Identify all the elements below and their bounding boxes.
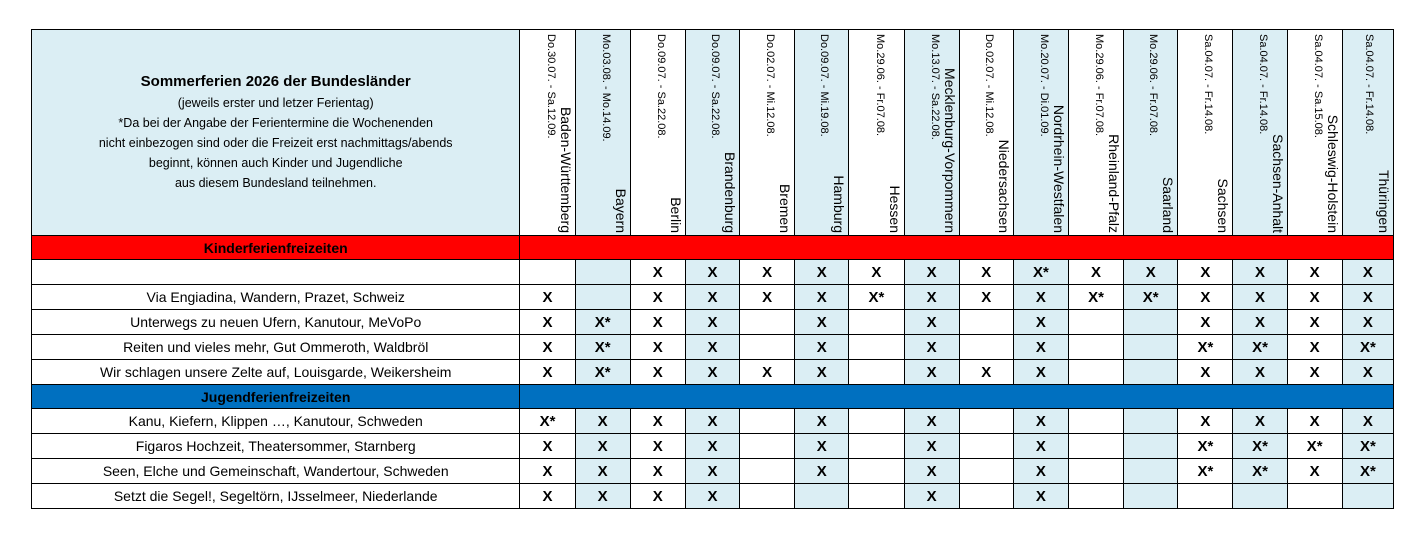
availability-mark: X [575, 484, 630, 509]
availability-mark: X [630, 260, 685, 285]
state-header-label [1233, 32, 1287, 235]
availability-mark: X [630, 310, 685, 335]
state-dates: Mo.29.06. - Fr.07.08. [873, 34, 886, 137]
availability-mark [849, 459, 904, 484]
state-header-label [905, 32, 959, 235]
note-line: *Da bei der Angabe der Ferientermine die Wochenenden [118, 116, 433, 130]
availability-mark: X [630, 434, 685, 459]
availability-mark [959, 335, 1013, 360]
availability-mark: X [520, 459, 575, 484]
availability-mark: X [904, 484, 959, 509]
state-dates: Do.09.07. - Sa.22.08. [654, 34, 667, 139]
availability-mark: X [520, 285, 575, 310]
availability-mark [849, 409, 904, 434]
availability-mark: X [904, 459, 959, 484]
state-header-label [794, 32, 848, 235]
availability-mark: X [685, 459, 739, 484]
table-row [32, 310, 1394, 335]
availability-mark: X [685, 484, 739, 509]
state-name: Sachsen-Anhalt [1269, 134, 1286, 233]
state-header [849, 30, 904, 236]
availability-mark [1068, 360, 1123, 385]
state-header [575, 30, 630, 236]
availability-mark: X [1342, 310, 1393, 335]
state-header [1342, 30, 1393, 236]
availability-mark: X* [849, 285, 904, 310]
table-row [32, 285, 1394, 310]
availability-mark: X [904, 335, 959, 360]
state-name: Bayern [612, 188, 629, 233]
availability-mark: X [630, 459, 685, 484]
availability-mark: X [795, 434, 849, 459]
availability-mark [849, 310, 904, 335]
availability-mark [849, 484, 904, 509]
state-header [904, 30, 959, 236]
availability-mark: X [1013, 310, 1068, 335]
availability-mark: X* [1178, 335, 1233, 360]
availability-mark [740, 434, 795, 459]
availability-mark: X* [575, 335, 630, 360]
state-name: Hessen [886, 185, 903, 233]
availability-mark: X [904, 310, 959, 335]
availability-mark: X [1287, 360, 1342, 385]
availability-mark: X [1178, 260, 1233, 285]
availability-mark [740, 484, 795, 509]
availability-mark [1068, 484, 1123, 509]
state-dates: Sa.04.07. - Fr.14.08. [1363, 34, 1375, 135]
state-header [959, 30, 1013, 236]
availability-mark: X [795, 459, 849, 484]
availability-mark: X [630, 285, 685, 310]
state-header-label [1069, 32, 1123, 235]
availability-mark: X [630, 360, 685, 385]
availability-mark [1068, 310, 1123, 335]
trip-label: Setzt die Segel!, Segeltörn, IJsselmeer, Niederlande [32, 484, 520, 509]
trip-label: Reiten und vieles mehr, Gut Ommeroth, Waldbröl [32, 335, 520, 360]
availability-mark: X [1178, 310, 1233, 335]
availability-mark [1178, 484, 1233, 509]
availability-mark: X [520, 360, 575, 385]
subtitle-line: (jeweils erster und letzer Ferientag) [177, 96, 374, 110]
note-line: nicht einbezogen sind oder die Freizeit erst nachmittags/abends [98, 136, 453, 150]
availability-mark [740, 335, 795, 360]
availability-mark: X [685, 260, 739, 285]
state-name: Berlin [667, 197, 684, 233]
availability-mark: X [630, 409, 685, 434]
section-band [520, 385, 1394, 409]
availability-mark [740, 459, 795, 484]
availability-mark: X [685, 310, 739, 335]
availability-mark: X [740, 360, 795, 385]
availability-mark: X [1287, 335, 1342, 360]
availability-mark: X [1287, 285, 1342, 310]
availability-mark [575, 285, 630, 310]
availability-mark [849, 360, 904, 385]
state-dates: Do.30.07. - Sa.12.09. [544, 34, 557, 139]
availability-mark [959, 484, 1013, 509]
availability-mark [1124, 459, 1178, 484]
availability-mark: X [1342, 360, 1393, 385]
availability-mark: X [849, 260, 904, 285]
availability-mark [1068, 434, 1123, 459]
availability-mark: X* [1233, 459, 1287, 484]
availability-mark [849, 434, 904, 459]
availability-mark: X* [1178, 459, 1233, 484]
availability-mark: X [685, 285, 739, 310]
state-dates: Sa.04.07. - Fr.14.08. [1256, 34, 1269, 135]
availability-mark [520, 260, 575, 285]
availability-mark [959, 409, 1013, 434]
section-band [520, 236, 1394, 260]
state-header [1013, 30, 1068, 236]
table-row [32, 409, 1394, 434]
trip-label: Kanu, Kiefern, Klippen …, Kanutour, Schweden [32, 409, 520, 434]
state-dates: Mo.13.07. - Sa.22.08. [928, 34, 941, 140]
availability-mark: X [575, 459, 630, 484]
availability-mark: X [795, 360, 849, 385]
availability-mark: X [1287, 310, 1342, 335]
availability-mark [1287, 484, 1342, 509]
availability-mark: X [1342, 409, 1393, 434]
availability-mark: X* [1068, 285, 1123, 310]
availability-mark: X [1013, 484, 1068, 509]
availability-mark: X* [1178, 434, 1233, 459]
availability-mark: X* [520, 409, 575, 434]
availability-mark: X [1013, 360, 1068, 385]
section-row [32, 385, 1394, 409]
availability-mark [959, 310, 1013, 335]
table-row [32, 335, 1394, 360]
trip-label: Via Engiadina, Wandern, Prazet, Schweiz [32, 285, 520, 310]
availability-mark [1342, 484, 1393, 509]
availability-mark [1233, 484, 1287, 509]
state-name: Rheinland-Pfalz [1106, 134, 1123, 233]
state-dates: Do.02.07. - Mi.12.08. [764, 34, 777, 137]
table-row [32, 434, 1394, 459]
availability-mark: X [1013, 285, 1068, 310]
availability-mark: X [740, 260, 795, 285]
note-line: aus diesem Bundesland teilnehmen. [174, 176, 377, 190]
state-header-label [1178, 32, 1232, 235]
availability-mark [1068, 335, 1123, 360]
availability-mark: X [740, 285, 795, 310]
state-dates: Sa.04.07. - Fr.14.08. [1202, 34, 1215, 135]
availability-mark [1124, 434, 1178, 459]
availability-mark: X [959, 285, 1013, 310]
availability-mark: X [1233, 310, 1287, 335]
availability-mark: X [1287, 459, 1342, 484]
availability-mark: X [685, 409, 739, 434]
trip-label: Seen, Elche und Gemeinschaft, Wandertour, Schweden [32, 459, 520, 484]
availability-mark: X* [1287, 434, 1342, 459]
availability-mark [959, 459, 1013, 484]
state-header-label [850, 32, 904, 235]
state-header-label [521, 32, 575, 235]
state-header [1124, 30, 1178, 236]
availability-mark: X* [1013, 260, 1068, 285]
availability-mark: X [1287, 409, 1342, 434]
availability-mark: X [1178, 285, 1233, 310]
availability-mark: X [685, 434, 739, 459]
availability-mark: X [1068, 260, 1123, 285]
state-name: Hamburg [831, 175, 848, 233]
availability-mark: X [795, 310, 849, 335]
state-header-label [576, 32, 630, 235]
availability-mark [1124, 484, 1178, 509]
state-header-label [685, 32, 739, 235]
availability-mark: X [795, 409, 849, 434]
availability-mark [795, 484, 849, 509]
availability-mark: X [630, 335, 685, 360]
table-row [32, 260, 1394, 285]
state-header [795, 30, 849, 236]
availability-mark: X [1013, 459, 1068, 484]
availability-mark: X [1342, 260, 1393, 285]
title-cell [32, 30, 520, 236]
state-name: Baden-Württemberg [557, 106, 574, 233]
section-label: Kinderferienfreizeiten [32, 236, 520, 260]
section-label: Jugendferienfreizeiten [32, 385, 520, 409]
availability-mark: X [904, 434, 959, 459]
availability-mark: X [1013, 335, 1068, 360]
availability-mark: X [520, 484, 575, 509]
section-row [32, 236, 1394, 260]
state-name: Mecklenburg-Vorpommern [941, 68, 958, 233]
trip-label [32, 260, 520, 285]
availability-mark: X [520, 335, 575, 360]
availability-mark: X [1233, 409, 1287, 434]
availability-mark: X [904, 260, 959, 285]
state-header-label [631, 32, 685, 235]
note-line: beginnt, können auch Kinder und Jugendliche [148, 156, 403, 170]
availability-mark: X* [575, 360, 630, 385]
availability-mark: X* [1342, 335, 1393, 360]
availability-mark [1124, 310, 1178, 335]
availability-mark: X [959, 360, 1013, 385]
state-header [1287, 30, 1342, 236]
state-header-label [1288, 32, 1342, 235]
state-dates: Do.02.07. - Mi.12.08. [982, 34, 995, 137]
availability-mark: X [959, 260, 1013, 285]
state-dates: Mo.29.06. - Fr.07.08. [1147, 34, 1160, 137]
state-dates: Mo.03.08. - Mo.14.09. [599, 34, 612, 142]
state-name: Saarland [1160, 176, 1177, 233]
availability-mark [959, 434, 1013, 459]
availability-mark: X [575, 434, 630, 459]
state-header-label [1123, 32, 1177, 235]
availability-mark: X [795, 285, 849, 310]
availability-mark [740, 310, 795, 335]
availability-mark: X [795, 260, 849, 285]
availability-mark: X* [1342, 434, 1393, 459]
availability-mark: X* [1233, 434, 1287, 459]
availability-mark: X [520, 434, 575, 459]
availability-mark: X [904, 409, 959, 434]
state-header-label [740, 32, 794, 235]
availability-mark: X [1233, 285, 1287, 310]
availability-mark [575, 260, 630, 285]
state-name: Thüringen [1376, 169, 1392, 233]
state-name: Niedersachsen [995, 139, 1012, 233]
availability-mark: X [904, 285, 959, 310]
state-header [685, 30, 739, 236]
availability-mark [740, 409, 795, 434]
state-dates: Sa.04.07. - Sa.15.08. [1311, 34, 1324, 138]
state-header [520, 30, 575, 236]
availability-mark: X* [575, 310, 630, 335]
availability-mark: X [685, 335, 739, 360]
availability-mark: X [1178, 409, 1233, 434]
availability-mark: X* [1342, 459, 1393, 484]
state-header [1178, 30, 1233, 236]
availability-mark: X [904, 360, 959, 385]
availability-mark: X* [1233, 335, 1287, 360]
state-header [1233, 30, 1287, 236]
availability-mark: X [1013, 434, 1068, 459]
state-header-label [1014, 32, 1068, 235]
availability-mark [1124, 335, 1178, 360]
availability-mark: X [1342, 285, 1393, 310]
state-header-label [959, 32, 1013, 235]
table-title: Sommerferien 2026 der Bundesländer [140, 73, 411, 90]
trip-label: Unterwegs zu neuen Ufern, Kanutour, MeVoPo [32, 310, 520, 335]
availability-mark: X [1013, 409, 1068, 434]
state-name: Nordrhein-Westfalen [1050, 104, 1067, 233]
trip-label: Figaros Hochzeit, Theatersommer, Starnberg [32, 434, 520, 459]
availability-mark: X [1124, 260, 1178, 285]
availability-mark: X [520, 310, 575, 335]
availability-mark: X [1178, 360, 1233, 385]
state-name: Bremen [777, 183, 794, 233]
availability-mark [1124, 360, 1178, 385]
state-dates: Mo.20.07. - Di.01.09. [1037, 34, 1050, 137]
availability-mark: X* [1124, 285, 1178, 310]
state-name: Schleswig-Holstein [1324, 114, 1341, 233]
state-header-label [1339, 32, 1393, 235]
table-row [32, 360, 1394, 385]
availability-mark: X [1287, 260, 1342, 285]
state-name: Brandenburg [722, 152, 739, 233]
state-name: Sachsen [1215, 178, 1232, 233]
availability-mark: X [685, 360, 739, 385]
table-row [32, 459, 1394, 484]
holiday-table [31, 29, 1394, 509]
table-row [32, 484, 1394, 509]
availability-mark: X [575, 409, 630, 434]
state-header [1068, 30, 1123, 236]
availability-mark: X [795, 335, 849, 360]
state-dates: Mo.29.06. - Fr.07.08. [1093, 34, 1106, 137]
availability-mark [1068, 409, 1123, 434]
availability-mark: X [1233, 360, 1287, 385]
availability-mark [1068, 459, 1123, 484]
availability-mark [1124, 409, 1178, 434]
state-dates: Do.09.07. - Sa.22.08. [709, 34, 722, 139]
availability-mark [849, 335, 904, 360]
state-header [740, 30, 795, 236]
state-dates: Do.09.07. - Mi.19.08. [818, 34, 831, 137]
availability-mark: X [1233, 260, 1287, 285]
availability-mark: X [630, 484, 685, 509]
state-header [630, 30, 685, 236]
trip-label: Wir schlagen unsere Zelte auf, Louisgarde, Weikersheim [32, 360, 520, 385]
